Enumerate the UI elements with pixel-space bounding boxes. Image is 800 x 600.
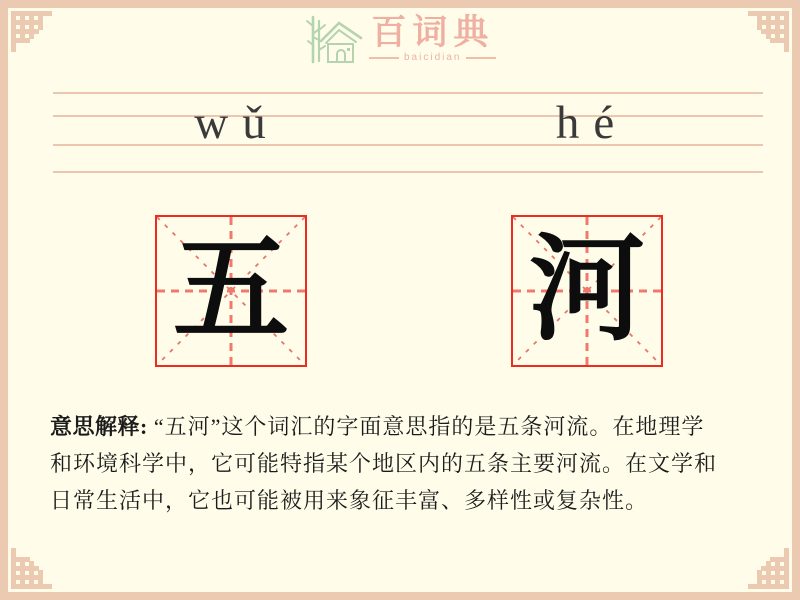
explanation-label: 意思解释: xyxy=(50,414,148,439)
fret-corner-top-left-icon xyxy=(6,6,54,54)
explanation-line-2: 和环境科学中，它可能特指某个地区内的五条主要河流。在文学和 xyxy=(50,451,718,476)
fret-corner-bottom-left-icon xyxy=(6,546,54,594)
hanzi-he: 河 xyxy=(529,227,645,355)
logo-tagline-row xyxy=(369,52,496,63)
meaning-explanation xyxy=(50,408,768,519)
explanation-line-1-text: “五河”这个词汇的字面意思指的是五条河流。在地理学 xyxy=(153,414,705,439)
baicidian-logo xyxy=(305,8,495,70)
logo-title: 百词典 xyxy=(371,12,495,52)
hanzi-wu: 五 xyxy=(173,227,289,355)
pinyin-rule-line-3 xyxy=(53,144,763,146)
house-bamboo-icon xyxy=(305,11,363,67)
tagline-rule-right xyxy=(466,57,496,59)
explanation-line-3: 日常生活中，它也可能被用来象征丰富、多样性或复杂性。 xyxy=(50,488,649,513)
explanation-line-1 xyxy=(50,408,768,445)
logo-tagline: baicidian xyxy=(404,52,462,64)
tagline-rule-left xyxy=(369,57,399,59)
pinyin-rule-line-1 xyxy=(53,92,763,94)
pinyin-rule-line-4 xyxy=(53,171,763,173)
fret-corner-bottom-right-icon xyxy=(746,546,794,594)
fret-corner-top-right-icon xyxy=(746,6,794,54)
pinyin-he: hé xyxy=(555,97,629,149)
pinyin-wu: wǔ xyxy=(194,97,280,149)
character-grid-wu xyxy=(155,215,307,367)
character-grid-he xyxy=(511,215,663,367)
pinyin-rule-line-2 xyxy=(53,115,763,117)
